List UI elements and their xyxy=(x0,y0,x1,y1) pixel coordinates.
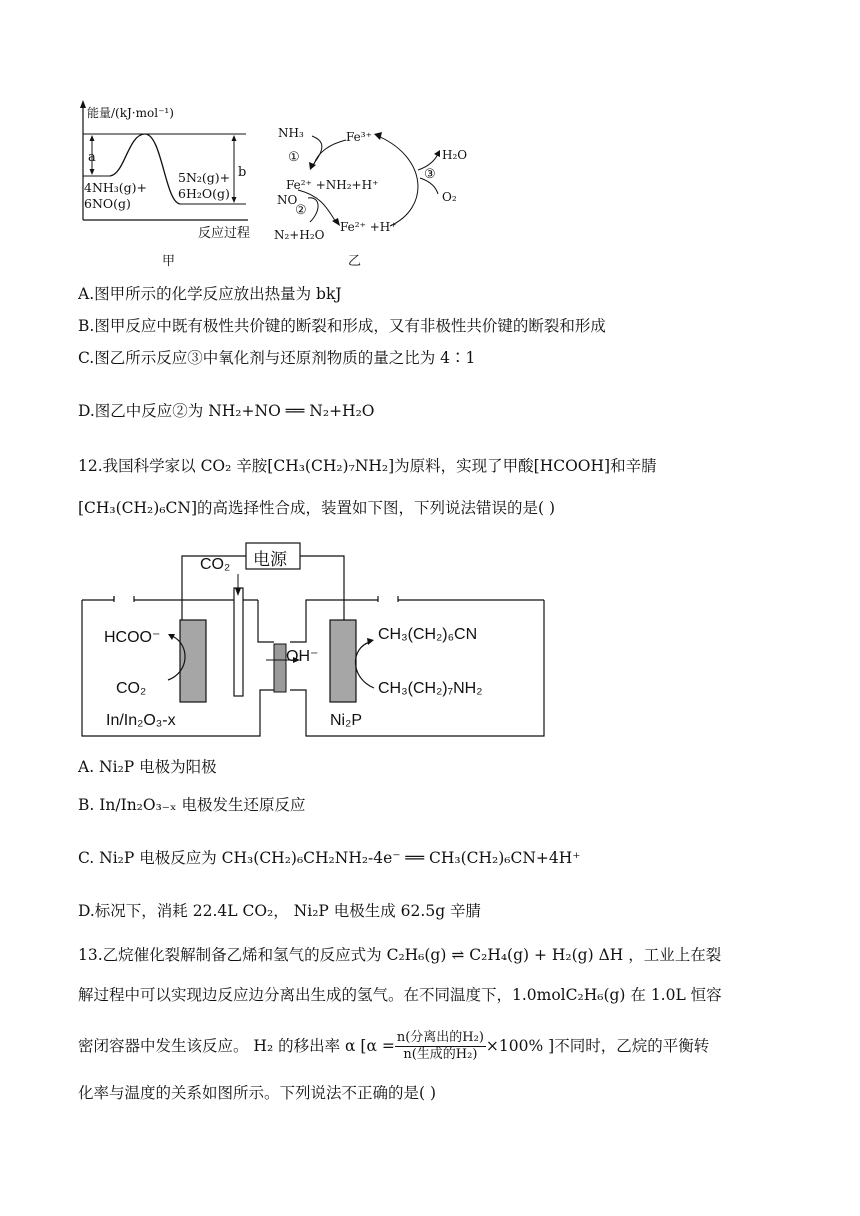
q13-line3-suffix: ×100% ]不同时，乙烷的平衡转 xyxy=(485,1037,710,1055)
label-a: a xyxy=(88,150,96,165)
alpha-numerator: n(分离出的H₂) xyxy=(396,1029,484,1045)
q12-option-c: C. Ni₂P 电极反应为 CH₃(CH₂)₆CH₂NH₂-4e⁻ ══ CH₃(CH₂)₆CN+4H⁺ xyxy=(78,849,581,867)
step3-label: ③ xyxy=(424,167,436,182)
products-label: 5N₂(g)+ 6H₂O(g) xyxy=(178,170,231,201)
q11-option-c: C.图乙所示反应③中氧化剂与还原剂物质的量之比为 4∶1 xyxy=(78,349,476,367)
q13-stem-line1: 13.乙烷催化裂解制备乙烯和氢气的反应式为 C₂H₆(g) ⇌ C₂H₄(g) + H₂(g) ΔH ，工业上在裂 xyxy=(78,946,722,964)
fe2h-label: Fe²⁺ +H⁺ xyxy=(340,220,397,234)
q12-stem-line1: 12.我国科学家以 CO₂ 辛胺[CH₃(CH₂)₇NH₂]为原料，实现了甲酸[HCOOH]和辛腈 xyxy=(78,457,657,475)
q13-line3-prefix: 密闭容器中发生该反应。 H₂ 的移出率 α [α = xyxy=(78,1037,395,1055)
in-electrode-label: In/In₂O₃-x xyxy=(106,712,176,729)
q13-stem-line4: 化率与温度的关系如图所示。下列说法不正确的是( ) xyxy=(78,1084,437,1102)
intermediate-label: Fe²⁺ +NH₂+H⁺ xyxy=(286,178,379,192)
formate-label: HCOO⁻ xyxy=(104,629,161,646)
step1-label: ① xyxy=(288,150,300,165)
q12-option-a: A. Ni₂P 电极为阳极 xyxy=(78,758,217,776)
q12-option-b: B. In/In₂O₃₋ₓ 电极发生还原反应 xyxy=(78,796,306,814)
q11-option-b: B.图甲反应中既有极性共价键的断裂和形成，又有非极性共价键的断裂和形成 xyxy=(78,317,606,335)
caption-jia: 甲 xyxy=(162,254,176,269)
ni2p-electrode-label: Ni₂P xyxy=(330,712,362,729)
caption-yi: 乙 xyxy=(348,254,362,269)
reactants-label: 4NH₃(g)+ 6NO(g) xyxy=(84,180,148,211)
nitrile-product-label: CH₃(CH₂)₆CN xyxy=(378,626,478,643)
step2-label: ② xyxy=(295,203,307,218)
q11-option-a: A.图甲所示的化学反应放出热量为 bkJ xyxy=(78,285,342,303)
fe3-label: Fe³⁺ xyxy=(346,130,372,144)
amine-reactant-label: CH₃(CH₂)₇NH₂ xyxy=(378,680,483,697)
nh3-label: NH₃ xyxy=(278,126,304,140)
q13-stem-line3 xyxy=(78,1026,709,1066)
q11-option-d: D.图乙中反应②为 NH₂+NO ══ N₂+H₂O xyxy=(78,402,375,420)
no-label: NO xyxy=(277,193,298,207)
power-source-label: 电源 xyxy=(253,550,287,569)
q12-option-d: D.标况下，消耗 22.4L CO₂， Ni₂P 电极生成 62.5g 辛腈 xyxy=(78,902,482,920)
hydroxide-label: OH⁻ xyxy=(286,648,319,665)
q13-stem-line2: 解过程中可以实现边反应边分离出生成的氢气。在不同温度下，1.0molC₂H₆(g) 在 1.0L 恒容 xyxy=(78,986,722,1004)
label-b: b xyxy=(238,165,247,180)
q12-stem-line2: [CH₃(CH₂)₆CN]的高选择性合成，装置如下图，下列说法错误的是( ) xyxy=(78,499,556,517)
h2o-label: H₂O xyxy=(442,148,468,162)
x-axis-label: 反应过程 xyxy=(198,226,251,241)
alpha-denominator: n(生成的H₂) xyxy=(403,1046,478,1062)
n2h2o-label: N₂+H₂O xyxy=(274,228,325,242)
co2-inlet-label: CO₂ xyxy=(200,556,231,573)
alpha-fraction xyxy=(395,1030,486,1063)
co2-reactant-label: CO₂ xyxy=(116,680,147,697)
o2-label: O₂ xyxy=(442,190,457,204)
energy-axis-label: 能量/(kJ·mol⁻¹) xyxy=(87,106,174,120)
